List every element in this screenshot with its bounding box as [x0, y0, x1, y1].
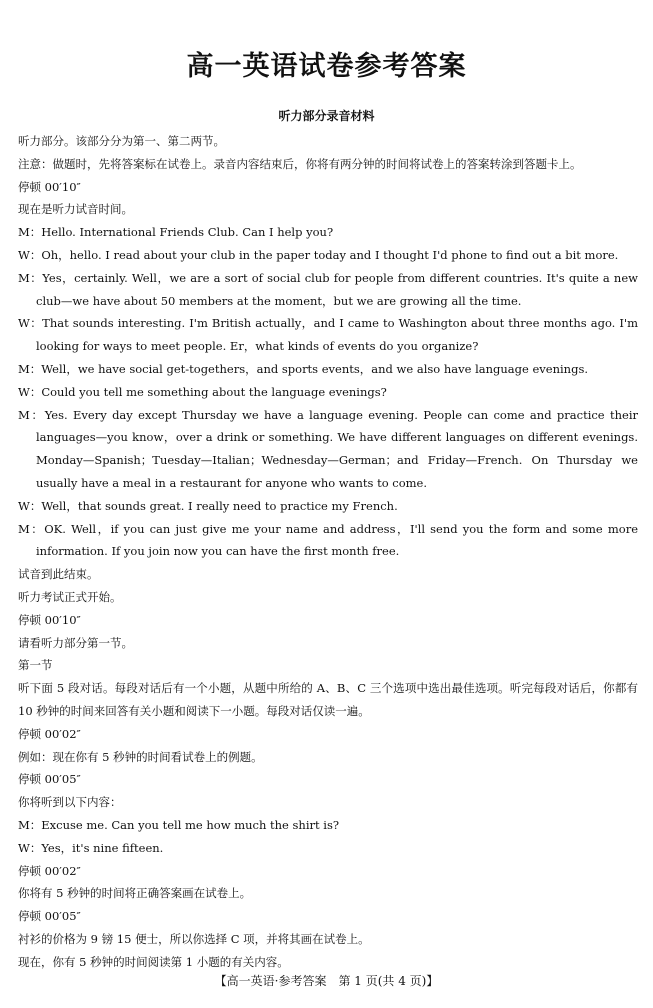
pause-marker: 停顿 00′10″	[18, 179, 81, 194]
pause-marker: 停顿 00′02″	[18, 726, 81, 741]
dialogue-line: M：Yes. Every day except Thursday we have a language evening. People can come and practice their languages—you know，over a drink or something. We have different languages on different evenings. Monday—Spanish；Tuesday—Italian；Wednesday—German；and Friday—French. On Thursday we usually have a meal in a restaurant for anyone who wants to come.	[18, 407, 638, 490]
dialogue-line: W：Yes，it's nine fifteen.	[18, 840, 164, 855]
text-line: 例如：现在你有 5 秒钟的时间看试卷上的例题。	[18, 749, 263, 764]
pause-marker: 停顿 00′05″	[18, 772, 81, 787]
dialogue-line: M：Well，we have social get-togethers，and sports events，and we also have language evenings.	[18, 361, 589, 376]
text-line: 注意：做题时，先将答案标在试卷上。录音内容结束后，你将有两分钟的时间将试卷上的答案转涂到答题卡上。	[18, 156, 582, 171]
text-line: 你将有 5 秒钟的时间将正确答案画在试卷上。	[18, 886, 252, 901]
dialogue-line: W：Could you tell me something about the language evenings?	[18, 384, 387, 399]
document-body	[18, 130, 638, 973]
instruction-text: 听下面 5 段对话。每段对话后有一个小题，从题中所给的 A、B、C 三个选项中选出最佳选项。听完每段对话后，你都有 10 秒钟的时间来回答有关小题和阅读下一小题。每段对话仅读一遍。	[18, 681, 638, 718]
text-line: 请看听力部分第一节。	[18, 635, 133, 650]
dialogue-line: W：Oh，hello. I read about your club in the paper today and I thought I'd phone to find out a bit more.	[18, 247, 619, 262]
dialogue-line: M：Yes，certainly. Well，we are a sort of social club for people from different countries. It's quite a new club—we have about 50 members at the moment，but we are growing all the time.	[18, 270, 638, 308]
pause-marker: 停顿 00′02″	[18, 863, 81, 878]
dialogue-line: M：OK. Well，if you can just give me your name and address，I'll send you the form and some more information. If you join now you can have the first month free.	[18, 521, 638, 559]
text-line: 现在是听力试音时间。	[18, 202, 133, 217]
text-line: 现在，你有 5 秒钟的时间阅读第 1 小题的有关内容。	[18, 954, 289, 969]
page-title: 高一英语试卷参考答案	[186, 51, 467, 82]
text-line: 衬衫的价格为 9 镑 15 便士，所以你选择 C 项，并将其画在试卷上。	[18, 931, 370, 946]
text-line: 试音到此结束。	[18, 567, 99, 582]
dialogue-line: M：Hello. International Friends Club. Can I help you?	[18, 225, 334, 240]
dialogue-line: W：Well，that sounds great. I really need to practice my French.	[18, 498, 398, 513]
page-footer: 【高一英语·参考答案 第 1 页(共 4 页)】	[214, 974, 439, 988]
pause-marker: 停顿 00′05″	[18, 909, 81, 924]
text-line: 听力部分。该部分分为第一、第二两节。	[18, 134, 225, 148]
text-line: 你将听到以下内容：	[18, 795, 122, 810]
section-subtitle: 听力部分录音材料	[278, 109, 375, 123]
dialogue-line: M：Excuse me. Can you tell me how much the shirt is?	[18, 817, 340, 832]
section-heading: 第一节	[18, 658, 53, 673]
pause-marker: 停顿 00′10″	[18, 612, 81, 627]
text-line: 听力考试正式开始。	[18, 589, 122, 604]
dialogue-line: W：That sounds interesting. I'm British actually，and I came to Washington about three months ago. I'm looking for ways to meet people. Er，what kinds of events do you organize?	[18, 316, 638, 354]
